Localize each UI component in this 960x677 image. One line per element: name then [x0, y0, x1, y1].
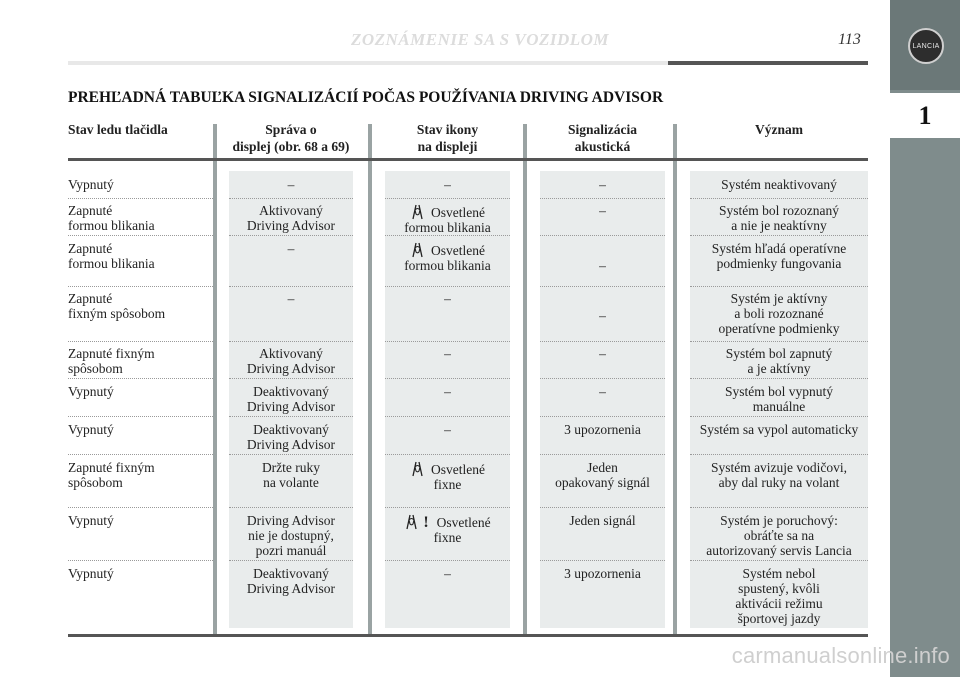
- cell-meaning: [690, 513, 868, 558]
- cell-display-message: [229, 566, 353, 596]
- cell-line: –: [444, 422, 451, 437]
- cell-display-message: [229, 460, 353, 490]
- header-line: na displeji: [417, 139, 478, 154]
- row-divider: [540, 416, 665, 417]
- cell-meaning: [690, 460, 868, 490]
- cell-line: Driving Advisor: [246, 581, 336, 596]
- cell-icon-state: [385, 460, 510, 492]
- cell-led-state: [68, 513, 213, 528]
- lane-hands-icon: [410, 460, 425, 477]
- cell-acoustic: [540, 384, 665, 399]
- row-divider: [229, 198, 353, 199]
- cell-line: –: [444, 566, 451, 581]
- row-divider: [385, 341, 510, 342]
- cell-line: pozri manuál: [255, 543, 327, 558]
- cell-line: –: [444, 177, 451, 192]
- cell-meaning: [690, 384, 868, 414]
- row-divider: [385, 560, 510, 561]
- cell-icon-state: [385, 203, 510, 235]
- cell-line: –: [599, 346, 606, 361]
- row-divider: [690, 507, 868, 508]
- cell-text: Osvetlené: [431, 243, 485, 258]
- header-rule-dark: [668, 61, 868, 65]
- cell-led-state: [68, 460, 213, 490]
- cell-display-message: [229, 203, 353, 233]
- row-divider: [385, 507, 510, 508]
- row-divider: [229, 416, 353, 417]
- cell-line: [385, 241, 510, 258]
- row-divider: [690, 341, 868, 342]
- row-divider: [540, 341, 665, 342]
- cell-line: Držte ruky: [261, 460, 321, 475]
- row-divider: [385, 378, 510, 379]
- cell-line: a nie je neaktívny: [731, 218, 827, 233]
- cell-line: podmienky fungovania: [716, 256, 842, 271]
- cell-display-message: [229, 384, 353, 414]
- header-icon-state: [385, 121, 510, 155]
- cell-icon-state: [385, 241, 510, 273]
- cell-line: a je aktívny: [747, 361, 811, 376]
- cell-led-state: [68, 422, 213, 437]
- cell-line: –: [444, 346, 451, 361]
- lane-hands-icon: [410, 203, 425, 220]
- cell-display-message: [229, 513, 353, 558]
- row-divider: [690, 198, 868, 199]
- cell-line: Aktivovaný: [259, 346, 323, 361]
- cell-line: Zapnuté: [68, 291, 113, 306]
- cell-line: formou blikania: [404, 220, 491, 235]
- cell-line: opakovaný signál: [555, 475, 650, 490]
- cell-line: 3 upozornenia: [564, 566, 641, 581]
- row-divider: [229, 454, 353, 455]
- header-line: akustická: [574, 139, 631, 154]
- cell-line: Vypnutý: [68, 566, 114, 581]
- cell-line: [385, 203, 510, 220]
- row-divider: [540, 378, 665, 379]
- row-divider: [68, 378, 213, 379]
- row-divider: [68, 235, 213, 236]
- cell-acoustic: [540, 460, 665, 490]
- cell-line: Driving Advisor: [246, 437, 336, 452]
- cell-line: Driving Advisor: [246, 513, 336, 528]
- cell-display-message: [229, 346, 353, 376]
- cell-line: Deaktivovaný: [253, 566, 329, 581]
- row-divider: [229, 378, 353, 379]
- cell-line: Systém bol rozoznaný: [719, 203, 839, 218]
- cell-line: Systém je aktívny: [730, 291, 828, 306]
- cell-line: formou blikania: [68, 218, 155, 233]
- cell-led-state: [68, 566, 213, 581]
- cell-line: Vypnutý: [68, 422, 114, 437]
- row-divider: [68, 454, 213, 455]
- lancia-logo-icon: [908, 28, 944, 64]
- cell-meaning: [690, 566, 868, 626]
- table-bottom-rule: [68, 634, 868, 637]
- cell-icon-state: [385, 422, 510, 437]
- cell-icon-state: [385, 291, 510, 306]
- row-divider: [68, 416, 213, 417]
- chapter-number[interactable]: 1: [890, 93, 960, 138]
- cell-acoustic: [540, 177, 665, 192]
- lane-hands-icon: [410, 241, 425, 258]
- column-separator: [673, 124, 677, 636]
- header-led-state: [68, 121, 213, 138]
- cell-acoustic: [540, 513, 665, 528]
- cell-line: –: [599, 203, 606, 218]
- header-meaning: [690, 121, 868, 138]
- watermark: carmanualsonline.info: [731, 643, 950, 668]
- cell-line: Jeden signál: [569, 513, 636, 528]
- cell-line: nie je dostupný,: [248, 528, 334, 543]
- cell-led-state: [68, 291, 213, 321]
- cell-line: [385, 460, 510, 477]
- cell-line: Deaktivovaný: [253, 384, 329, 399]
- row-divider: [68, 198, 213, 199]
- cell-line: Vypnutý: [68, 177, 114, 192]
- cell-line: Vypnutý: [68, 513, 114, 528]
- cell-line: fixne: [433, 477, 462, 492]
- cell-acoustic: [540, 258, 665, 273]
- cell-meaning: [690, 291, 868, 336]
- cell-line: Systém neaktivovaný: [721, 177, 837, 192]
- cell-meaning: [690, 241, 868, 271]
- row-divider: [229, 286, 353, 287]
- cell-line: –: [599, 384, 606, 399]
- cell-line: Zapnuté fixným: [68, 346, 155, 361]
- header-rule-light: [68, 61, 668, 65]
- cell-line: športovej jazdy: [737, 611, 821, 626]
- cell-icon-state: [385, 177, 510, 192]
- row-divider: [229, 560, 353, 561]
- cell-led-state: [68, 203, 213, 233]
- row-divider: [229, 507, 353, 508]
- cell-line: Aktivovaný: [259, 203, 323, 218]
- cell-line: formou blikania: [68, 256, 155, 271]
- cell-meaning: [690, 346, 868, 376]
- cell-led-state: [68, 346, 213, 376]
- cell-acoustic: [540, 203, 665, 218]
- row-divider: [229, 341, 353, 342]
- row-divider: [540, 198, 665, 199]
- cell-line: Systém bol zapnutý: [725, 346, 833, 361]
- cell-text: Osvetlené: [436, 515, 491, 530]
- cell-line: Vypnutý: [68, 384, 114, 399]
- row-divider: [540, 286, 665, 287]
- row-divider: [540, 507, 665, 508]
- column-separator: [523, 124, 527, 636]
- cell-line: Systém hľadá operatívne: [711, 241, 847, 256]
- column-separator: [213, 124, 217, 636]
- row-divider: [385, 286, 510, 287]
- row-divider: [690, 378, 868, 379]
- row-divider: [68, 507, 213, 508]
- cell-meaning: [690, 203, 868, 233]
- row-divider: [385, 416, 510, 417]
- cell-line: Driving Advisor: [246, 399, 336, 414]
- row-divider: [690, 416, 868, 417]
- cell-line: –: [444, 291, 451, 306]
- row-divider: [68, 560, 213, 561]
- row-divider: [385, 454, 510, 455]
- cell-line: spôsobom: [68, 475, 123, 490]
- cell-line: spustený, kvôli: [738, 581, 820, 596]
- row-divider: [690, 454, 868, 455]
- cell-icon-state: [385, 566, 510, 581]
- cell-icon-state: [385, 384, 510, 399]
- cell-line: autorizovaný servis Lancia: [706, 543, 852, 558]
- row-divider: [68, 341, 213, 342]
- cell-line: [385, 513, 510, 530]
- cell-line: a boli rozoznané: [734, 306, 824, 321]
- cell-line: Systém avizuje vodičovi,: [710, 460, 848, 475]
- row-divider: [540, 235, 665, 236]
- lane-hands-icon: [404, 513, 419, 530]
- cell-line: –: [599, 258, 606, 273]
- cell-line: Zapnuté fixným: [68, 460, 155, 475]
- row-divider: [229, 235, 353, 236]
- cell-acoustic: [540, 422, 665, 437]
- cell-line: aktivácii režimu: [735, 596, 823, 611]
- warning-exclamation-icon: !: [423, 514, 429, 531]
- cell-line: Driving Advisor: [246, 361, 336, 376]
- cell-meaning: [690, 422, 868, 437]
- header-line: Signalizácia: [567, 122, 637, 137]
- cell-line: –: [599, 308, 606, 323]
- row-divider: [690, 560, 868, 561]
- cell-icon-state: [385, 513, 510, 545]
- page-number: 113: [838, 31, 861, 48]
- cell-display-message: [229, 177, 353, 192]
- cell-line: manuálne: [752, 399, 806, 414]
- cell-line: formou blikania: [404, 258, 491, 273]
- cell-line: Systém je poruchový:: [720, 513, 838, 528]
- cell-line: –: [599, 177, 606, 192]
- cell-acoustic: [540, 566, 665, 581]
- row-divider: [540, 454, 665, 455]
- logo-text: LANCIA: [912, 42, 940, 50]
- cell-line: –: [287, 241, 295, 256]
- cell-led-state: [68, 241, 213, 271]
- cell-line: Jeden: [587, 460, 618, 475]
- cell-display-message: [229, 291, 353, 306]
- cell-line: obráťte sa na: [743, 528, 815, 543]
- cell-line: Systém sa vypol automaticky: [699, 422, 859, 437]
- row-divider: [690, 286, 868, 287]
- cell-line: operatívne podmienky: [718, 321, 840, 336]
- cell-line: Zapnuté: [68, 241, 113, 256]
- cell-line: Systém bol vypnutý: [724, 384, 833, 399]
- header-line: Význam: [755, 122, 803, 137]
- cell-line: –: [287, 291, 295, 306]
- header-display-message: [229, 121, 353, 155]
- row-divider: [690, 235, 868, 236]
- header-line: Stav ledu tlačidla: [68, 122, 168, 137]
- cell-acoustic: [540, 346, 665, 361]
- cell-icon-state: [385, 346, 510, 361]
- column-separator: [368, 124, 372, 636]
- cell-led-state: [68, 177, 213, 192]
- cell-line: fixne: [433, 530, 462, 545]
- table-header-rule: [68, 158, 868, 161]
- cell-line: Systém nebol: [742, 566, 816, 581]
- header-line: Stav ikony: [416, 122, 479, 137]
- table-title: PREHĽADNÁ TABUĽKA SIGNALIZÁCIÍ POČAS POUŽÍVANIA DRIVING ADVISOR: [68, 89, 664, 106]
- row-divider: [540, 560, 665, 561]
- cell-line: Zapnuté: [68, 203, 113, 218]
- cell-meaning: [690, 177, 868, 192]
- cell-acoustic: [540, 308, 665, 323]
- row-divider: [385, 235, 510, 236]
- cell-text: Osvetlené: [431, 205, 485, 220]
- cell-line: –: [444, 384, 451, 399]
- cell-line: –: [287, 177, 295, 192]
- section-title: ZOZNÁMENIE SA S VOZIDLOM: [350, 30, 610, 49]
- header-line: displej (obr. 68 a 69): [232, 139, 350, 154]
- header-acoustic: [540, 121, 665, 155]
- header-line: Správa o: [265, 122, 317, 137]
- cell-line: na volante: [263, 475, 319, 490]
- cell-display-message: [229, 422, 353, 452]
- cell-line: Deaktivovaný: [253, 422, 329, 437]
- row-divider: [385, 198, 510, 199]
- cell-display-message: [229, 241, 353, 256]
- cell-line: Driving Advisor: [246, 218, 336, 233]
- row-divider: [68, 286, 213, 287]
- cell-text: Osvetlené: [431, 462, 485, 477]
- cell-line: fixným spôsobom: [68, 306, 166, 321]
- cell-line: aby dal ruky na volant: [718, 475, 840, 490]
- cell-line: 3 upozornenia: [564, 422, 641, 437]
- cell-line: spôsobom: [68, 361, 123, 376]
- cell-led-state: [68, 384, 213, 399]
